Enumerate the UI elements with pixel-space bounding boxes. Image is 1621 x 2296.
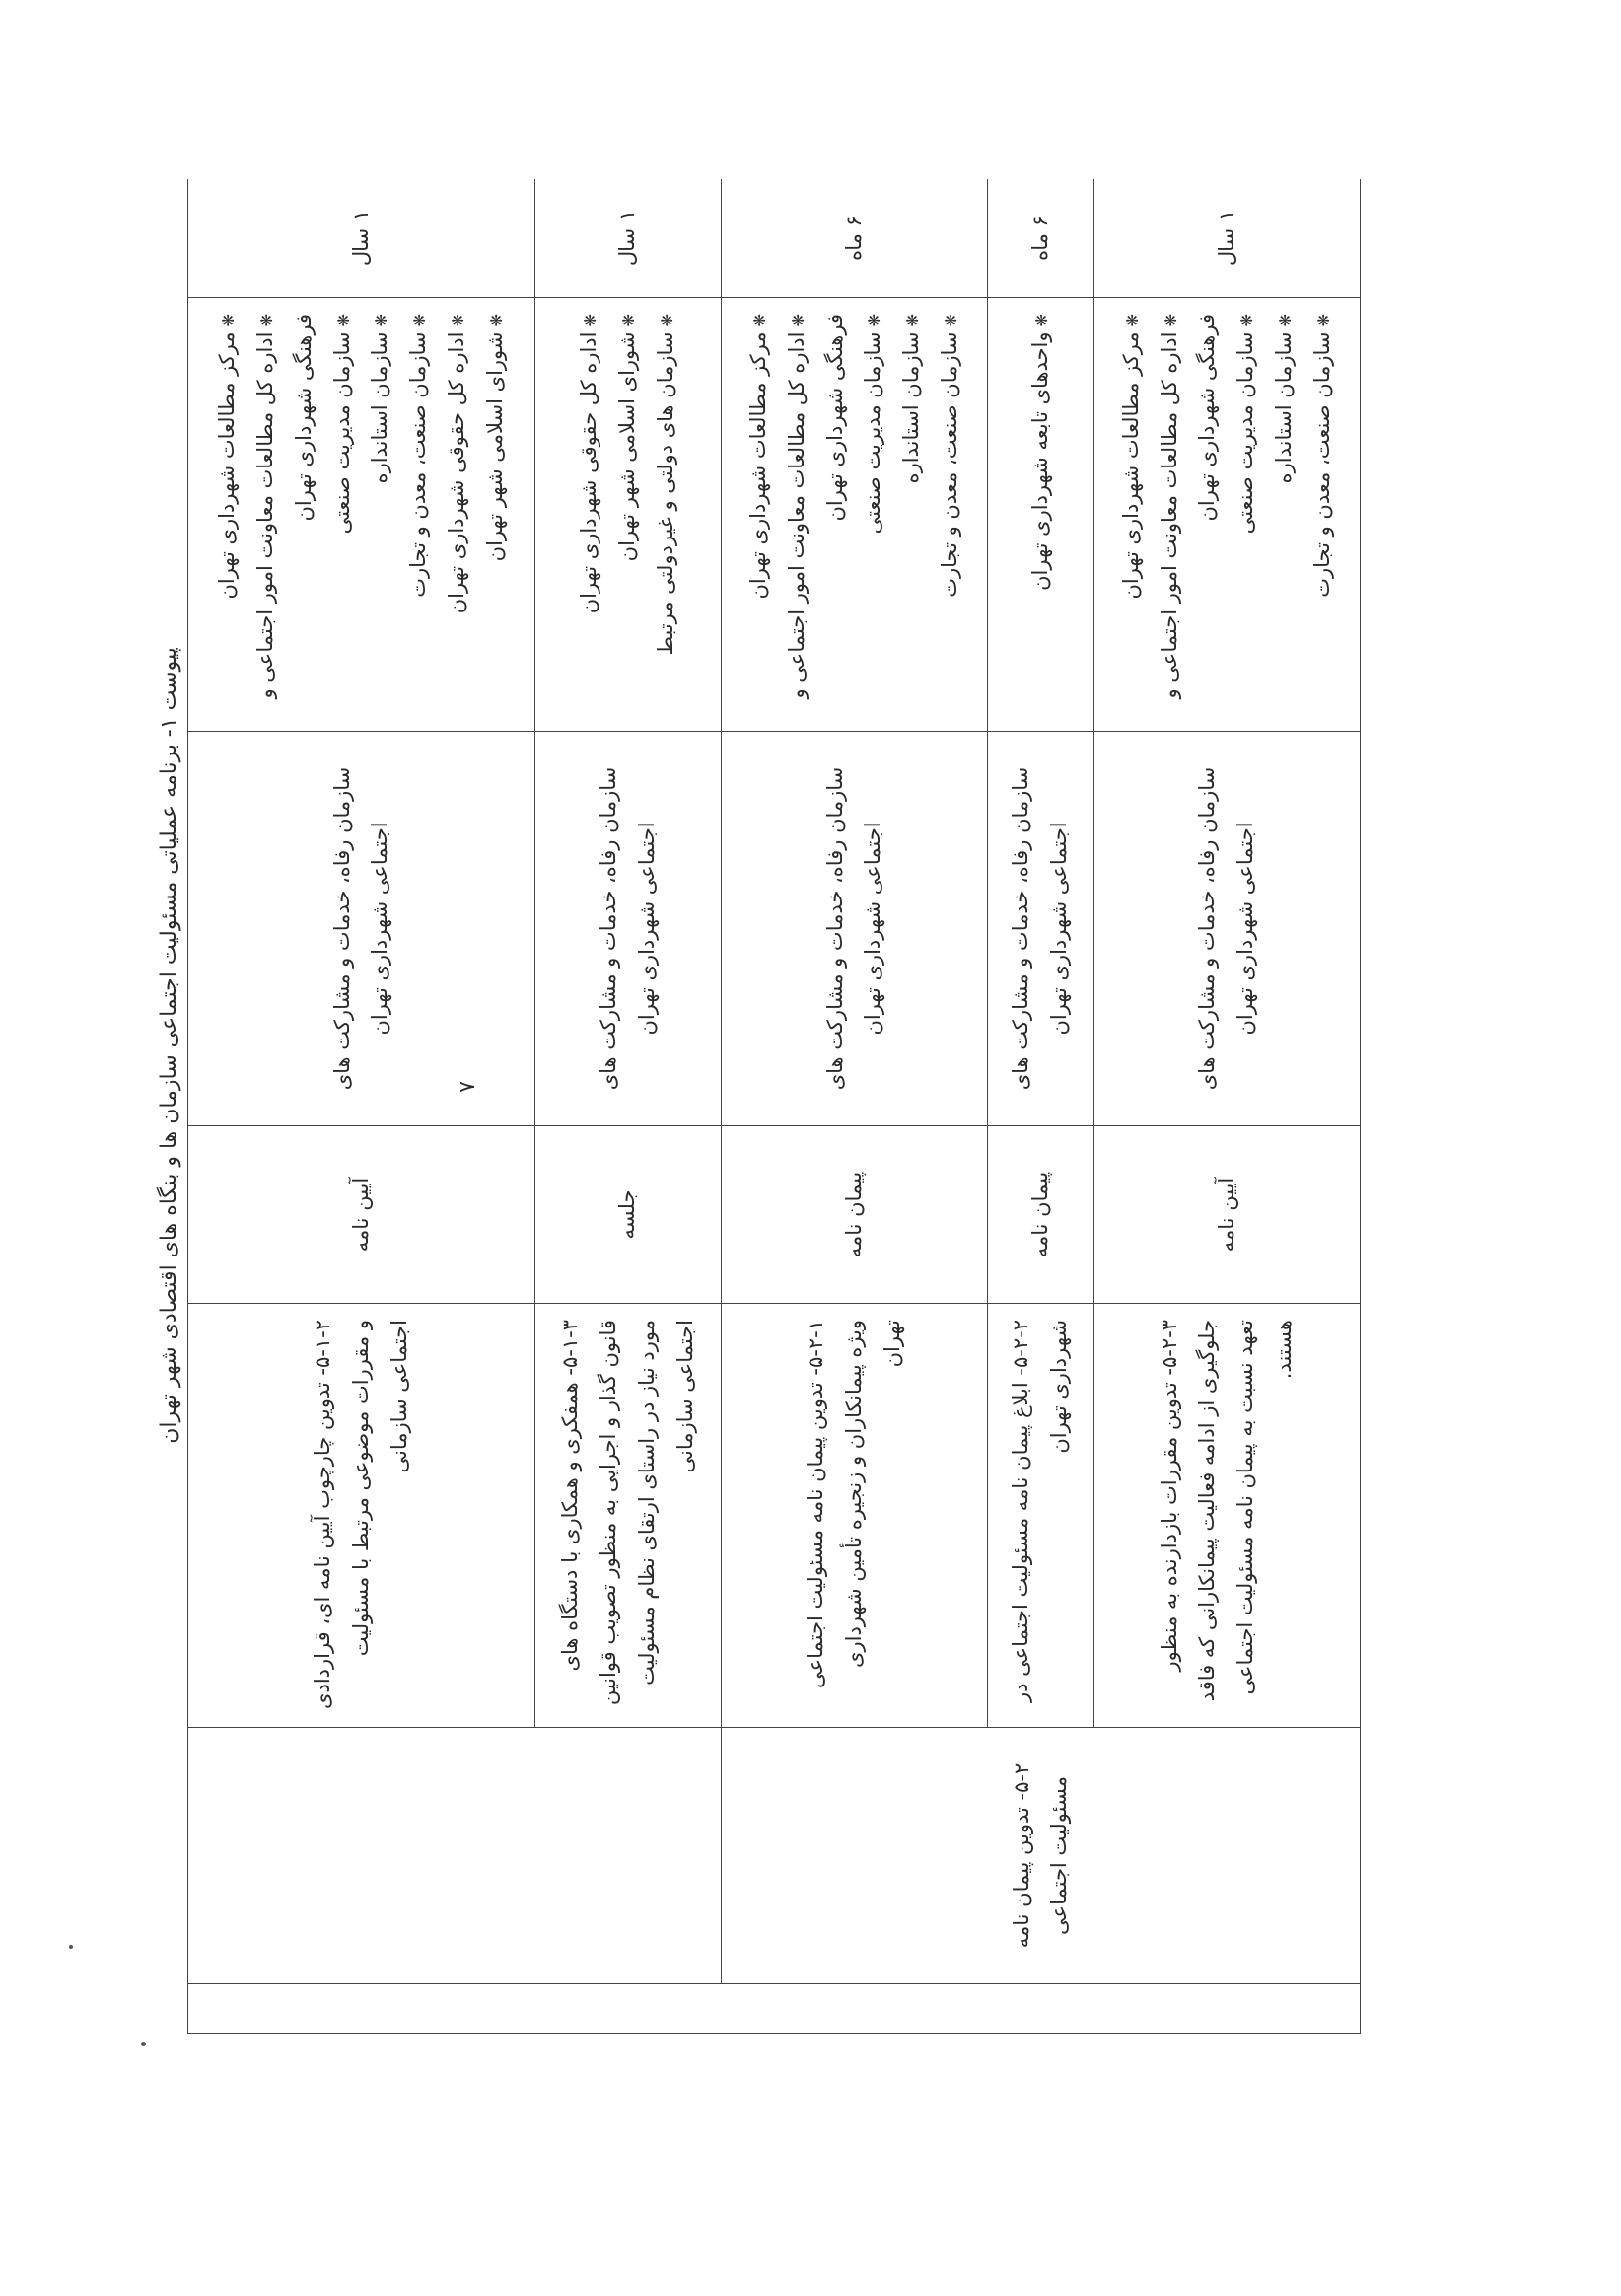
responsible-text: اداره کل مطالعات معاونت امور اجتماعی و فرهنگی شهرداری تهران: [784, 314, 847, 699]
bullet-star-icon: ❋: [218, 314, 238, 332]
responsible-text: مرکز مطالعات شهرداری تهران: [214, 331, 239, 600]
responsible-item: [740, 314, 778, 715]
output-cell: آیین نامه: [1093, 1126, 1360, 1304]
responsible-text: اداره کل مطالعات معاونت امور اجتماعی و فرهنگی شهرداری تهران: [1157, 314, 1220, 699]
bullet-star-icon: ❋: [1276, 314, 1296, 332]
responsible-item: [323, 314, 362, 715]
time-cell: ۱ سال: [1093, 179, 1360, 298]
step-cell: ۵-۲-۳- تدوین مقررات بازدارنده به منظور جلوگیری از ادامه فعالیت پیمانکارانی که فاقد تعهد نسبت به پیمان نامه مسئولیت اجتماعی هستند.: [1093, 1304, 1360, 1728]
page-number: ۷: [456, 1081, 480, 1093]
program-cell: [188, 1728, 722, 1984]
step-cell: ۵-۲-۲- ابلاغ پیمان نامه مسئولیت اجتماعی در شهرداری تهران: [988, 1304, 1094, 1728]
output-cell: پیمان نامه: [988, 1126, 1094, 1304]
program-table: [187, 179, 1361, 2034]
responsible-item: [854, 314, 892, 715]
responsible-text: سازمان صنعت، معدن و تجارت: [1309, 331, 1334, 598]
step-cell: ۵-۲-۱- تدوین پیمان نامه مسئولیت اجتماعی ویژه پیمانکاران و زنجیره تأمین شهرداری تهران: [721, 1304, 987, 1728]
responsible-text: سازمان های دولتی و غیردولتی مرتبط: [654, 331, 678, 656]
responsible-cell: [188, 298, 535, 732]
bullet-star-icon: ❋: [581, 314, 600, 332]
responsible-text: مرکز مطالعات شهرداری تهران: [745, 331, 770, 600]
responsible-item: [1112, 314, 1151, 715]
responsible-cell: [721, 298, 987, 732]
bullet-star-icon: ❋: [372, 314, 391, 332]
page-title: پیوست ۱- برنامه عملیاتی مسئولیت اجتماعی سازمان ها و بنگاه های اقتصادی شهر تهران: [157, 647, 181, 1444]
bullet-star-icon: ❋: [486, 314, 506, 332]
responsible-item: [1151, 314, 1228, 715]
responsible-item: [361, 314, 399, 715]
responsible-item: [892, 314, 931, 715]
responsible-cell: [1093, 298, 1360, 732]
step-cell: ۵-۱-۲- تدوین چارچوب آیین نامه ای، قراردادی و مقررات موضوعی مرتبط با مسئولیت اجتماعی سازمانی: [188, 1304, 535, 1728]
bullet-star-icon: ❋: [658, 314, 677, 332]
responsible-item: [399, 314, 438, 715]
output-cell: جلسه: [534, 1126, 721, 1304]
bullet-star-icon: ❋: [1237, 314, 1257, 332]
bullet-star-icon: ❋: [1122, 314, 1142, 332]
bullet-star-icon: ❋: [1313, 314, 1333, 332]
bullet-star-icon: ❋: [449, 314, 468, 332]
bullet-star-icon: ❋: [749, 314, 769, 332]
responsible-item: [247, 314, 323, 715]
responsible-item: [208, 314, 247, 715]
responsible-item: [1265, 314, 1304, 715]
responsible-item: [608, 314, 647, 715]
scan-speck: [141, 2042, 146, 2046]
responsible-item: [778, 314, 855, 715]
bullet-star-icon: ❋: [903, 314, 923, 332]
responsible-text: اداره کل حقوقی شهرداری تهران: [445, 331, 469, 614]
responsible-text: سازمان استانداره: [368, 331, 392, 484]
bullet-star-icon: ❋: [333, 314, 353, 332]
time-cell: ۱ سال: [534, 179, 721, 298]
bullet-star-icon: ❋: [619, 314, 639, 332]
responsible-text: سازمان مدیریت صنعتی: [861, 331, 885, 535]
organization-cell: سازمان رفاه، خدمات و مشارکت های اجتماعی شهرداری تهران: [1093, 732, 1360, 1126]
organization-cell: سازمان رفاه، خدمات و مشارکت های اجتماعی شهرداری تهران: [988, 732, 1094, 1126]
responsible-text: مرکز مطالعات شهرداری تهران: [1118, 331, 1143, 600]
output-cell: آیین نامه: [188, 1126, 535, 1304]
responsible-cell: [534, 298, 721, 732]
responsible-text: سازمان مدیریت صنعتی: [1233, 331, 1258, 535]
table-row: [721, 179, 987, 2034]
organization-cell: سازمان رفاه، خدمات و مشارکت های اجتماعی شهرداری تهران: [534, 732, 721, 1126]
bullet-star-icon: ❋: [1031, 314, 1051, 332]
responsible-text: واحدهای تابعه شهرداری تهران: [1027, 331, 1052, 591]
responsible-item: [931, 314, 969, 715]
responsible-cell: [988, 298, 1094, 732]
responsible-text: سازمان استانداره: [899, 331, 924, 484]
responsible-text: سازمان استانداره: [1272, 331, 1297, 484]
bullet-star-icon: ❋: [865, 314, 884, 332]
responsible-item: [647, 314, 685, 715]
responsible-item: [1227, 314, 1265, 715]
organization-cell: سازمان رفاه، خدمات و مشارکت های اجتماعی شهرداری تهران: [188, 732, 535, 1126]
edge-cell: [188, 1984, 1361, 2034]
bullet-star-icon: ❋: [788, 314, 808, 332]
bullet-star-icon: ❋: [256, 314, 276, 332]
responsible-item: [1022, 314, 1060, 715]
responsible-item: [476, 314, 515, 715]
responsible-item: [438, 314, 476, 715]
responsible-text: شورای اسلامی شهر تهران: [482, 331, 507, 562]
responsible-text: اداره کل مطالعات معاونت امور اجتماعی و فرهنگی شهرداری تهران: [252, 314, 316, 699]
responsible-item: [570, 314, 608, 715]
organization-cell: سازمان رفاه، خدمات و مشارکت های اجتماعی شهرداری تهران: [721, 732, 987, 1126]
time-cell: ۱ سال: [188, 179, 535, 298]
responsible-text: اداره کل حقوقی شهرداری تهران: [577, 331, 601, 614]
bullet-star-icon: ❋: [942, 314, 961, 332]
output-cell: پیمان نامه: [721, 1126, 987, 1304]
bullet-star-icon: ❋: [1161, 314, 1180, 332]
step-cell: ۵-۱-۳- همفکری و همکاری با دستگاه های قانون گذار و اجرایی به منظور تصویب قوانین مورد نیاز در راستای ارتقای نظام مسئولیت اجتماعی سازمانی: [534, 1304, 721, 1728]
scan-speck: [69, 1945, 73, 1949]
responsible-item: [1304, 314, 1342, 715]
responsible-text: سازمان مدیریت صنعتی: [329, 331, 354, 535]
table-container: [187, 179, 1361, 2034]
bullet-star-icon: ❋: [410, 314, 430, 332]
time-cell: ۶ ماه: [988, 179, 1094, 298]
responsible-text: سازمان صنعت، معدن و تجارت: [406, 331, 431, 598]
time-cell: ۶ ماه: [721, 179, 987, 298]
responsible-text: سازمان صنعت، معدن و تجارت: [938, 331, 962, 598]
responsible-text: شورای اسلامی شهر تهران: [615, 331, 640, 562]
program-cell: ۵-۲- تدوین پیمان نامه مسئولیت اجتماعی: [721, 1728, 1360, 1984]
